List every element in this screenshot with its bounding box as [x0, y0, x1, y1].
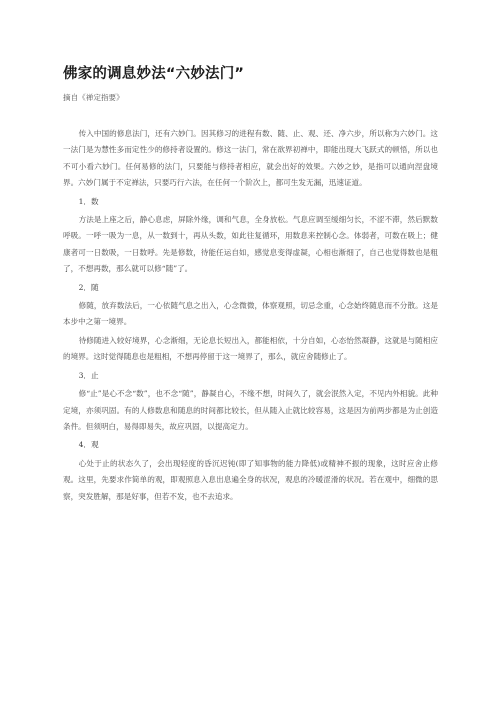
intro-paragraph: 传入中国的修息法门，还有六妙门。因其修习的进程有数、随、止、观、还、净六步，所以称为六妙门。这一法门是为慧性多而定性少的修持者设置的。修这一法门，常在欲界初禅中，即能出现大飞跃式的顿悟，所以也不可小看六妙门。任何易修的法门，只要能与修持者相应，就会出好的效果。六妙之妙，是指可以通向涅盘境界。六妙门属于不定禅法，只要巧行六法，在任何一个阶次上，都可生发无漏，迅速证道。: [63, 129, 438, 188]
section-heading-observe: 4．观: [78, 440, 99, 450]
section-follow-paragraph-2: 待修随进入较好境界，心念渐细，无论息长短出入，都能相依，十分自如，心态怡然凝静，这就是与随相应的境界。这时觉得随息也是粗相，不想再停留于这一境界了，那么，就应舍随修止了。: [63, 335, 438, 362]
section-heading-count: 1．数: [78, 196, 99, 206]
section-heading-stop: 3．止: [78, 370, 99, 380]
section-stop-paragraph: 修“止”是心不念“数”，也不念“随”，静凝自心，不缘不想，时间久了，就会泯然入定，不见内外相貌。此种定境，亦须巩固。有的人修数息和随息的时间都比较长，但从随入止就比较容易，这是因为前两步都是为止创造条件。但须明白，易得即易失，故应巩固，以提高定力。: [63, 389, 438, 431]
section-follow-paragraph-1: 修随，放弃数法后，一心依随气息之出入，心念微微，体察观照，切忌念重，心念始终随息而不分散。这是本步中之第一境界。: [63, 301, 438, 327]
section-observe-paragraph: 心处于止的状态久了，会出现轻度的昏沉迟钝(即了知事物的能力降低)或精神不振的现象，这时应舍止修观。这里，先要求作简单的观，即观照息入息出息遍全身的状况，观息的冷暖涩滑的状况。若在观中，细微的思察，突发胜解，那是好事，但若不发，也不去追求。: [63, 458, 438, 501]
document-source: 摘自《禅定指要》: [63, 93, 124, 102]
section-heading-follow: 2．随: [78, 282, 99, 292]
section-count-paragraph: 方法是上座之后，静心息虑，屏除外缘，调和气息，全身放松。气息应调至缓细匀长，不涩不滞，然后默数呼吸。一呼一吸为一息，从一数到十，再从头数，如此往复循环，用数息来控制心念。体弱者，可数在吸上；健康者可一日数吸，一日数呼。先是修数，待能任运自如，感觉息变得虚凝，心相也渐细了，自己也觉得数也是粗了，不想再数，那么就可以修“随”了。: [63, 215, 438, 274]
document-title: 佛家的调息妙法“六妙法门”: [63, 66, 245, 82]
